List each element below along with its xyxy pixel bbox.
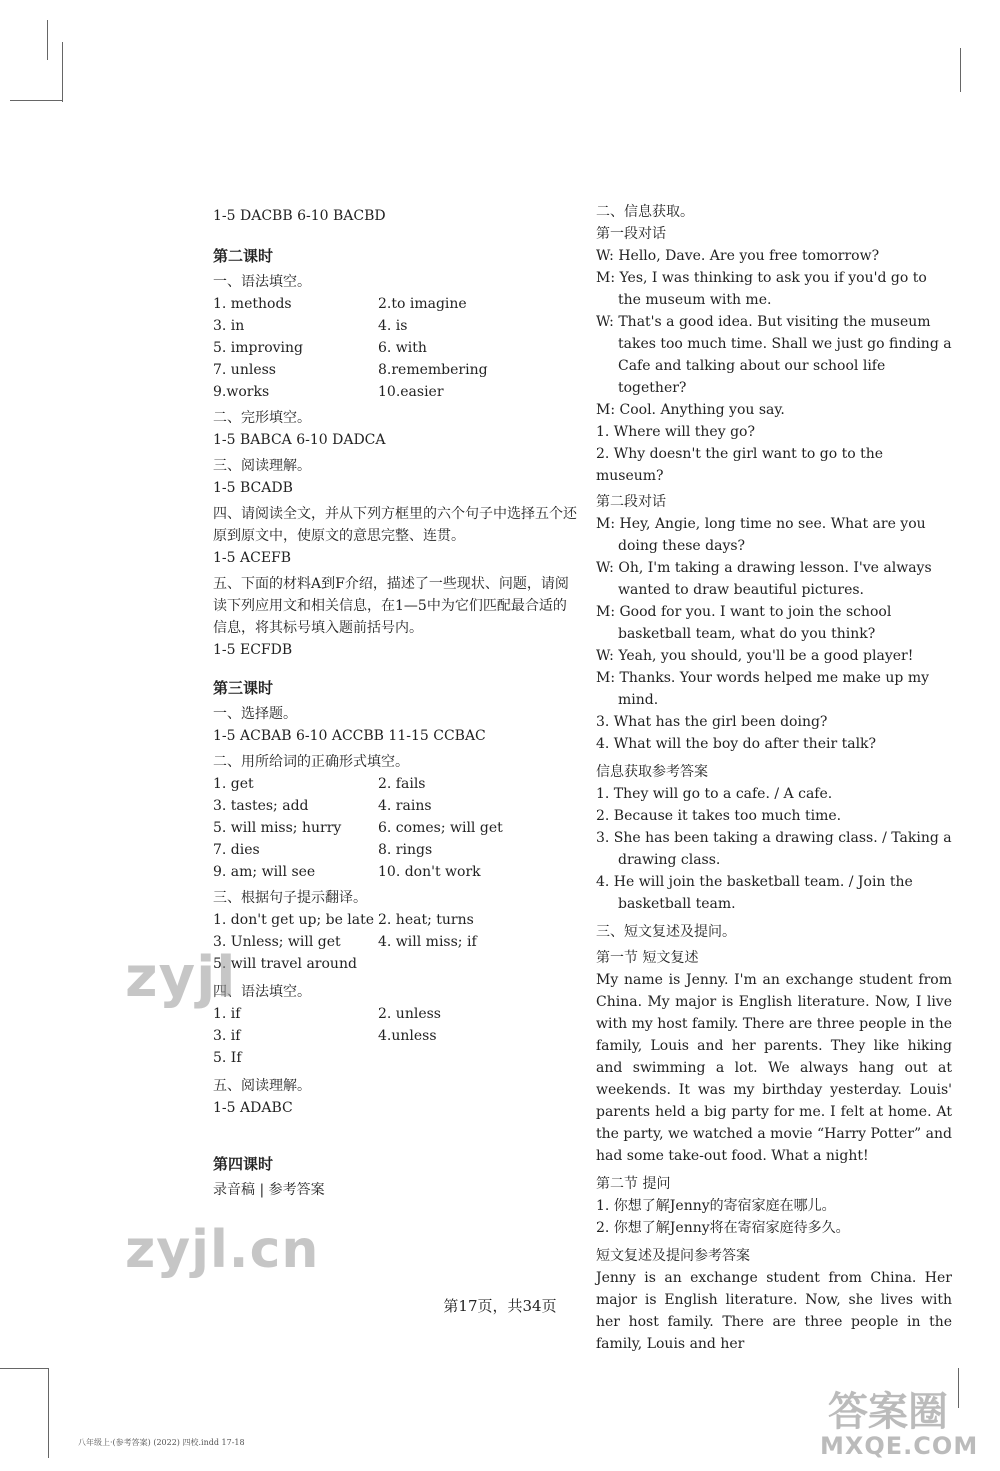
answer-item: 3. tastes; add [213,798,309,814]
answer-item: 3. Unless; will get [213,934,341,950]
answer-item: 1. don't get up; be late [213,912,375,928]
section-title: 一、选择题。 [213,706,297,722]
answer-item: 5. improving [213,340,304,356]
answer-item: 4.unless [378,1028,437,1044]
right-column [596,201,952,1355]
answer-item: 7. unless [213,362,276,378]
subsection-title: 第一节 短文复述 [596,950,699,966]
answer-key-line: 2. Because it takes too much time. [596,808,842,824]
passage-text: My name is Jenny. I'm an exchange student from China. My major is English literature. Now, I live with my host family. There are three people in the family, Louis and her parents. They like hiking and swimming a lot. We always hang out at weekends. It was my birthday yesterday. Louis' parents held a big party for me. I felt at home. At the party, we watched a movie “Harry Potter” and had some take-out food. What a night! [596,972,952,1164]
logo-url: MXQE.COM [820,1432,979,1460]
answer-item: 2. heat; turns [378,912,474,928]
answer-item: 2.to imagine [378,296,467,312]
section-title: 五、下面的材料A到F介绍，描述了一些现状、问题，请阅读下列应用文和相关信息，在1—5中为它们匹配最合适的信息，将其标号填入题前括号内。 [213,576,569,636]
dialogue-title: 第二段对话 [596,494,666,510]
dialogue-line: M: Good for you. I want to join the school basketball team, what do you think? [596,604,892,642]
section-title: 二、完形填空。 [213,410,311,426]
section-title: 一、语法填空。 [213,274,311,290]
answer-line: 1-5 DACBB 6-10 BACBD [213,208,386,224]
answer-line: 1-5 ECFDB [213,642,293,658]
answer-key-title: 短文复述及提问参考答案 [596,1248,750,1264]
dialogue-line: W: Yeah, you should, you'll be a good player! [596,648,914,664]
question-line: 4. What will the boy do after their talk? [596,736,877,752]
answer-grid [213,293,578,403]
section-title: 三、阅读理解。 [213,458,311,474]
section-title: 二、用所给词的正确形式填空。 [213,754,409,770]
subsection-title: 第二节 提问 [596,1176,671,1192]
dialogue-line: W: Hello, Dave. Are you free tomorrow? [596,248,880,264]
answer-item: 1. methods [213,296,292,312]
crop-mark [10,100,62,101]
answer-grid [213,1003,578,1069]
answer-item: 3. if [213,1028,241,1044]
answer-item: 5. will miss; hurry [213,820,342,836]
answer-item: 3. in [213,318,245,334]
logo-text: 答案圈 [828,1389,948,1435]
question-line: 2. 你想了解Jenny将在寄宿家庭待多久。 [596,1220,850,1236]
crop-mark [47,20,48,60]
dialogue-line: M: Hey, Angie, long time no see. What are you doing these days? [596,516,926,554]
lesson-heading: 第二课时 [213,247,274,265]
answer-item: 6. comes; will get [378,820,503,836]
lesson-heading: 第四课时 [213,1155,274,1173]
answer-item: 2. unless [378,1006,441,1022]
answer-item: 4. is [378,318,408,334]
dialogue-line: M: Yes, I was thinking to ask you if you'd go to the museum with me. [596,270,927,308]
answer-item: 9. am; will see [213,864,316,880]
section-title: 四、语法填空。 [213,984,311,1000]
answer-item: 7. dies [213,842,260,858]
answer-item: 4. rains [378,798,432,814]
dialogue-line: W: Oh, I'm taking a drawing lesson. I've always wanted to draw beautiful pictures. [596,560,932,598]
subsection-title: 录音稿 | 参考答案 [213,1182,325,1198]
answer-item [378,953,563,975]
section-title: 五、阅读理解。 [213,1078,311,1094]
answer-line: 1-5 ACEFB [213,550,292,566]
answer-item: 10. don't work [378,864,481,880]
page-number: 第17页，共34页 [443,1297,557,1315]
section-title: 二、信息获取。 [596,204,694,220]
answer-item: 1. get [213,776,254,792]
crop-mark [62,42,63,102]
passage-text: Jenny is an exchange student from China. Her major is English literature. Now, she lives with her host family. There are three people in the family, Louis and her [596,1270,952,1352]
answer-item: 8.remembering [378,362,488,378]
answer-item: 10.easier [378,384,444,400]
print-imprint: 八年级上·(参考答案) (2022) 四校.indd 17-18 [78,1438,245,1447]
watermark: zyjl [125,945,237,1010]
crop-mark [960,48,961,92]
answer-grid [213,909,578,975]
answer-line: 1-5 ACBAB 6-10 ACCBB 11-15 CCBAC [213,728,486,744]
lesson-heading: 第三课时 [213,679,274,697]
dialogue-line: M: Cool. Anything you say. [596,402,785,418]
answer-item: 5. If [213,1050,242,1066]
site-logo [820,1380,980,1465]
answer-item: 6. with [378,340,427,356]
dialogue-line: M: Thanks. Your words helped me make up my mind. [596,670,930,708]
answer-item: 8. rings [378,842,433,858]
question-line: 1. Where will they go? [596,424,755,440]
answer-line: 1-5 ADABC [213,1100,293,1116]
section-title: 四、请阅读全文，并从下列方框里的六个句子中选择五个还原到原文中，使原文的意思完整、连贯。 [213,506,577,544]
crop-mark [0,1368,48,1369]
answer-item: 9.works [213,384,270,400]
answer-line: 1-5 BABCA 6-10 DADCA [213,432,386,448]
section-title: 三、短文复述及提问。 [596,924,736,940]
answer-item: 5. will travel around [213,956,357,972]
answer-key-line: 1. They will go to a cafe. / A cafe. [596,786,833,802]
question-line: 1. 你想了解Jenny的寄宿家庭在哪儿。 [596,1198,836,1214]
question-line: 3. What has the girl been doing? [596,714,828,730]
section-title: 三、根据句子提示翻译。 [213,890,367,906]
answer-key-line: 4. He will join the basketball team. / Join the basketball team. [596,874,913,912]
answer-item [378,1047,563,1069]
answer-grid [213,773,578,883]
answer-item: 1. if [213,1006,241,1022]
question-line: 2. Why doesn't the girl want to go to the museum? [596,446,884,484]
watermark: zyjl.cn [125,1220,320,1280]
answer-item: 2. fails [378,776,426,792]
dialogue-line: W: That's a good idea. But visiting the museum takes too much time. Shall we just go finding a Cafe and talking about our school life together? [596,314,952,396]
answer-key-title: 信息获取参考答案 [596,764,708,780]
dialogue-title: 第一段对话 [596,226,666,242]
left-column [213,201,578,1201]
answer-line: 1-5 BCADB [213,480,293,496]
answer-item: 4. will miss; if [378,934,477,950]
answer-key-line: 3. She has been taking a drawing class. / Taking a drawing class. [596,830,952,868]
crop-mark [48,1368,49,1458]
